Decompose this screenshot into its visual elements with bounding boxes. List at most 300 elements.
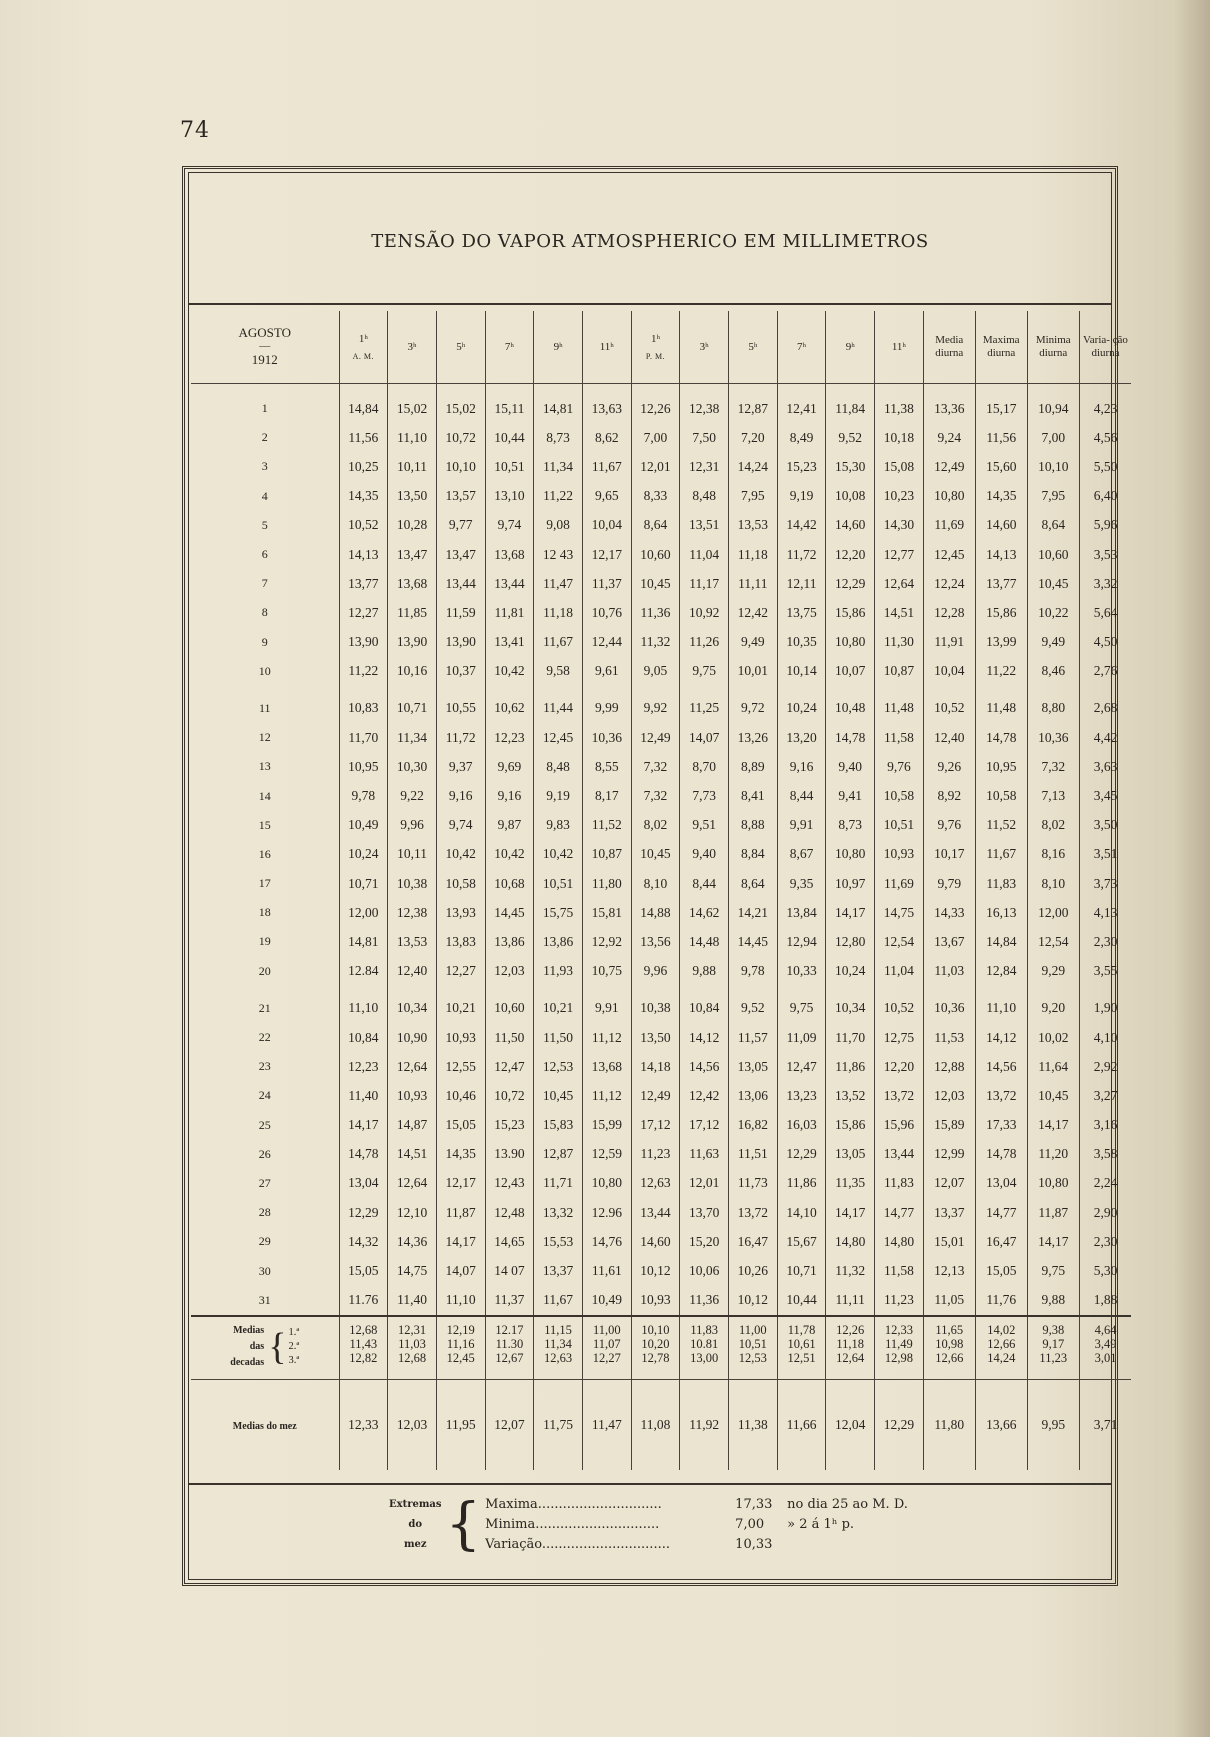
- value-cell: 10,55: [436, 686, 485, 723]
- value-cell: 14,17: [1027, 1227, 1079, 1256]
- table-row: [191, 869, 1131, 898]
- value-cell: 9,92: [631, 686, 680, 723]
- decade-value: 12,33: [884, 1322, 913, 1337]
- decade-value: 14,24: [987, 1350, 1016, 1365]
- decade-value: 3,49: [1094, 1336, 1117, 1351]
- value-cell: 12,24: [923, 569, 975, 598]
- value-cell: 9,78: [339, 781, 388, 810]
- value-cell: 13,63: [582, 384, 631, 424]
- value-cell: 7,00: [1027, 423, 1079, 452]
- value-cell: 12,87: [534, 1140, 583, 1169]
- value-cell: 9,16: [777, 752, 826, 781]
- value-cell: 9,05: [631, 657, 680, 686]
- value-cell: 9,88: [680, 957, 729, 986]
- hour-label: 11ʰ: [891, 340, 906, 353]
- value-cell: 11,48: [875, 686, 924, 723]
- value-cell: 12,55: [436, 1052, 485, 1081]
- value-cell: 13,57: [436, 482, 485, 511]
- value-cell: 15,05: [975, 1256, 1027, 1285]
- value-cell: 7,13: [1027, 781, 1079, 810]
- month-average-text: Medias do mez: [232, 1420, 297, 1432]
- value-cell: 13,41: [485, 628, 534, 657]
- value-cell: 13,72: [729, 1198, 778, 1227]
- value-cell: 9,69: [485, 752, 534, 781]
- value-cell: 15,02: [388, 384, 437, 424]
- value-cell: 11,23: [631, 1140, 680, 1169]
- brace: {: [268, 1325, 287, 1368]
- value-cell: 10,94: [1027, 384, 1079, 424]
- value-cell: 4,50: [1079, 628, 1131, 657]
- table-row: [191, 1227, 1131, 1256]
- value-cell: 12,01: [631, 452, 680, 481]
- table-frame: [182, 166, 1128, 1586]
- value-cell: 12,49: [631, 1081, 680, 1110]
- decade-value: 12,64: [836, 1350, 865, 1365]
- value-cell: 12,87: [729, 384, 778, 424]
- value-cell: 3,50: [1079, 811, 1131, 840]
- decade-averages-row: [191, 1316, 1131, 1380]
- value-cell: 8,92: [923, 781, 975, 810]
- decade-value: 9,38: [1042, 1322, 1065, 1337]
- value-cell: 8,17: [582, 781, 631, 810]
- month-average-cell: 11,92: [680, 1379, 729, 1470]
- value-cell: 12,54: [875, 927, 924, 956]
- value-cell: 11,26: [680, 628, 729, 657]
- value-cell: 11,53: [923, 1023, 975, 1052]
- value-cell: 3,55: [1079, 957, 1131, 986]
- value-cell: 13,90: [388, 628, 437, 657]
- value-cell: 2,30: [1079, 1227, 1131, 1256]
- value-cell: 10,42: [485, 840, 534, 869]
- table-title: TENSÃO DO VAPOR ATMOSPHERICO EM MILLIMETROS: [371, 231, 929, 252]
- value-cell: 14,78: [339, 1140, 388, 1169]
- value-cell: 10,71: [388, 686, 437, 723]
- value-cell: 5,50: [1079, 452, 1131, 481]
- decade-label-cell: [191, 1316, 339, 1380]
- value-cell: 11,04: [680, 540, 729, 569]
- value-cell: 13,47: [388, 540, 437, 569]
- value-cell: 13,67: [923, 927, 975, 956]
- value-cell: 11,58: [875, 723, 924, 752]
- value-cell: 10,36: [582, 723, 631, 752]
- value-cell: 3,51: [1079, 840, 1131, 869]
- value-cell: 14,56: [975, 1052, 1027, 1081]
- value-cell: 11,10: [436, 1286, 485, 1316]
- value-cell: 9,78: [729, 957, 778, 986]
- value-cell: 15,89: [923, 1111, 975, 1140]
- value-cell: 11,18: [534, 598, 583, 627]
- value-cell: 8,41: [729, 781, 778, 810]
- day-cell: 11: [258, 700, 271, 715]
- value-cell: 14,42: [777, 511, 826, 540]
- value-cell: 13,10: [485, 482, 534, 511]
- value-cell: 14,81: [534, 384, 583, 424]
- value-cell: 12,29: [339, 1198, 388, 1227]
- value-cell: 12,11: [777, 569, 826, 598]
- month-average-cell: 12,07: [485, 1379, 534, 1470]
- decade-value-cell: [388, 1316, 437, 1380]
- am-label: A. M.: [352, 351, 375, 361]
- value-cell: 16,47: [729, 1227, 778, 1256]
- table-row: [191, 1169, 1131, 1198]
- hour-label: 3ʰ: [407, 340, 417, 353]
- value-cell: 12,64: [875, 569, 924, 598]
- value-cell: 13,50: [388, 482, 437, 511]
- hour-header: [436, 311, 485, 384]
- value-cell: 10,93: [436, 1023, 485, 1052]
- decade-value: 11,03: [398, 1336, 426, 1351]
- decade-value: 12,53: [738, 1350, 767, 1365]
- decade-value: 11,23: [1039, 1350, 1068, 1365]
- value-cell: 13,83: [436, 927, 485, 956]
- value-cell: 11,86: [826, 1052, 875, 1081]
- value-cell: 9,52: [729, 986, 778, 1023]
- value-cell: 11,72: [436, 723, 485, 752]
- value-cell: 9,76: [875, 752, 924, 781]
- value-cell: 15,53: [534, 1227, 583, 1256]
- value-cell: 16,47: [975, 1227, 1027, 1256]
- table-row: [191, 1052, 1131, 1081]
- value-cell: 10,80: [582, 1169, 631, 1198]
- day-cell: 8: [261, 605, 268, 620]
- hour-header: [875, 311, 924, 384]
- value-cell: 11,37: [582, 569, 631, 598]
- decade-value: 11,00: [592, 1322, 621, 1337]
- decade-value-cell: [485, 1316, 534, 1380]
- hour-label: 5ʰ: [748, 340, 758, 353]
- value-cell: 14,80: [826, 1227, 875, 1256]
- value-cell: 9,99: [582, 686, 631, 723]
- value-cell: 11,80: [582, 869, 631, 898]
- value-cell: 15,67: [777, 1227, 826, 1256]
- value-cell: 10,97: [826, 869, 875, 898]
- month-average-cell: 11,66: [777, 1379, 826, 1470]
- decade-value: 12,27: [592, 1350, 621, 1365]
- value-cell: 9,37: [436, 752, 485, 781]
- value-cell: 9,35: [777, 869, 826, 898]
- value-cell: 13,84: [777, 898, 826, 927]
- value-cell: 10,14: [777, 657, 826, 686]
- extremes-label-3: mez: [403, 1539, 427, 1550]
- value-cell: 14,10: [777, 1198, 826, 1227]
- value-cell: 10,12: [729, 1286, 778, 1316]
- decade-value: 12,68: [349, 1322, 378, 1337]
- value-cell: 10,26: [729, 1256, 778, 1285]
- value-cell: 11,67: [975, 840, 1027, 869]
- value-cell: 12,29: [826, 569, 875, 598]
- month-average-cell: 11,95: [436, 1379, 485, 1470]
- day-cell: 18: [258, 905, 271, 920]
- month-average-cell: 12,33: [339, 1379, 388, 1470]
- day-cell: 31: [191, 1286, 339, 1316]
- value-cell: 11,83: [975, 869, 1027, 898]
- value-cell: 12,88: [923, 1052, 975, 1081]
- value-cell: 10,60: [1027, 540, 1079, 569]
- value-cell: 11,40: [388, 1286, 437, 1316]
- month-average-cell: 11,47: [582, 1379, 631, 1470]
- value-cell: 8,80: [1027, 686, 1079, 723]
- value-cell: 10,34: [826, 986, 875, 1023]
- value-cell: 13,72: [875, 1081, 924, 1110]
- value-cell: 11,36: [680, 1286, 729, 1316]
- value-cell: 7,32: [1027, 752, 1079, 781]
- value-cell: 14,17: [1027, 1111, 1079, 1140]
- value-cell: 12,20: [826, 540, 875, 569]
- decade-value: 11.30: [495, 1336, 524, 1351]
- value-cell: 12.96: [582, 1198, 631, 1227]
- value-cell: 4,56: [1079, 423, 1131, 452]
- value-cell: 4,42: [1079, 723, 1131, 752]
- table-row: [191, 628, 1131, 657]
- value-cell: 14,65: [485, 1227, 534, 1256]
- value-cell: 10,51: [534, 869, 583, 898]
- value-cell: 11,84: [826, 384, 875, 424]
- value-cell: 11,86: [777, 1169, 826, 1198]
- value-cell: 9,91: [582, 986, 631, 1023]
- year-label: 1912: [251, 352, 278, 367]
- extreme-label: Variação...............................: [485, 1537, 670, 1552]
- value-cell: 12,20: [875, 1052, 924, 1081]
- value-cell: 10,04: [582, 511, 631, 540]
- value-cell: 13,37: [534, 1256, 583, 1285]
- table-row: [191, 482, 1131, 511]
- extreme-note: » 2 á 1ʰ p.: [787, 1517, 855, 1532]
- table-row: [191, 1111, 1131, 1140]
- value-cell: 15,86: [826, 1111, 875, 1140]
- value-cell: 12,48: [485, 1198, 534, 1227]
- value-cell: 9,22: [388, 781, 437, 810]
- value-cell: 11,57: [729, 1023, 778, 1052]
- value-cell: 10,37: [436, 657, 485, 686]
- value-cell: 7,73: [680, 781, 729, 810]
- value-cell: 14,75: [875, 898, 924, 927]
- value-cell: 9,91: [777, 811, 826, 840]
- value-cell: 12,64: [388, 1052, 437, 1081]
- value-cell: 3,53: [1079, 540, 1131, 569]
- value-cell: 14,07: [680, 723, 729, 752]
- value-cell: 9,75: [1027, 1256, 1079, 1285]
- value-cell: 5,64: [1079, 598, 1131, 627]
- value-cell: 10,62: [485, 686, 534, 723]
- month-label: AGOSTO: [238, 325, 291, 341]
- value-cell: 10,18: [875, 423, 924, 452]
- value-cell: 9,08: [534, 511, 583, 540]
- extreme-minima-row: [485, 1515, 947, 1535]
- value-cell: 10,45: [534, 1081, 583, 1110]
- value-cell: 10,25: [339, 452, 388, 481]
- value-cell: 14,84: [975, 927, 1027, 956]
- value-cell: 4,10: [1079, 1023, 1131, 1052]
- value-cell: 10,17: [923, 840, 975, 869]
- extremes-label-2: do: [408, 1519, 423, 1530]
- page-number: 74: [180, 118, 210, 143]
- value-cell: 12,47: [485, 1052, 534, 1081]
- day-cell: 1: [261, 401, 268, 416]
- day-cell: 29: [258, 1234, 271, 1249]
- value-cell: 15,17: [975, 384, 1027, 424]
- day-cell: 5: [261, 517, 268, 532]
- value-cell: 13,90: [339, 628, 388, 657]
- day-cell: 25: [258, 1117, 271, 1132]
- value-cell: 11,70: [826, 1023, 875, 1052]
- value-cell: 9,77: [436, 511, 485, 540]
- value-cell: 14,60: [826, 511, 875, 540]
- value-cell: 11,35: [826, 1169, 875, 1198]
- value-cell: 13,37: [923, 1198, 975, 1227]
- value-cell: 10,60: [631, 540, 680, 569]
- value-cell: 13,44: [436, 569, 485, 598]
- value-cell: 12,29: [777, 1140, 826, 1169]
- value-cell: 10,12: [631, 1256, 680, 1285]
- value-cell: 10,52: [875, 986, 924, 1023]
- decade-value-cell: [729, 1316, 778, 1380]
- table-row: [191, 598, 1131, 627]
- value-cell: 12,84: [975, 957, 1027, 986]
- decade-value-cell: [1079, 1316, 1131, 1380]
- decade-label-3: decadas: [230, 1356, 265, 1368]
- value-cell: 14,17: [826, 1198, 875, 1227]
- decade-value: 11,18: [836, 1336, 865, 1351]
- value-cell: 8,44: [777, 781, 826, 810]
- day-cell: 10: [258, 663, 271, 678]
- hour-label: 9ʰ: [553, 340, 563, 353]
- value-cell: 2,76: [1079, 657, 1131, 686]
- value-cell: 10,46: [436, 1081, 485, 1110]
- value-cell: 11,70: [339, 723, 388, 752]
- value-cell: 12,03: [485, 957, 534, 986]
- value-cell: 9,19: [534, 781, 583, 810]
- value-cell: 15,30: [826, 452, 875, 481]
- value-cell: 8,48: [680, 482, 729, 511]
- decade-value: 12,63: [544, 1350, 573, 1365]
- value-cell: 11,44: [534, 686, 583, 723]
- value-cell: 10,23: [875, 482, 924, 511]
- value-cell: 3,63: [1079, 752, 1131, 781]
- value-cell: 14,87: [388, 1111, 437, 1140]
- value-cell: 14,81: [339, 927, 388, 956]
- value-cell: 10,35: [777, 628, 826, 657]
- value-cell: 13.90: [485, 1140, 534, 1169]
- value-cell: 10,95: [339, 752, 388, 781]
- value-cell: 8,88: [729, 811, 778, 840]
- value-cell: 12,63: [631, 1169, 680, 1198]
- value-cell: 11.76: [339, 1286, 388, 1316]
- decade-value: 9,17: [1042, 1336, 1065, 1351]
- value-cell: 14,35: [975, 482, 1027, 511]
- value-cell: 12,23: [485, 723, 534, 752]
- value-cell: 12,00: [339, 898, 388, 927]
- table-row: [191, 423, 1131, 452]
- decade-value: 12,45: [446, 1350, 475, 1365]
- value-cell: 13,68: [582, 1052, 631, 1081]
- table-row: [191, 1081, 1131, 1110]
- hour-header: [680, 311, 729, 384]
- day-cell: 16: [258, 846, 271, 861]
- pm-label: P. M.: [645, 351, 666, 361]
- value-cell: 9,76: [923, 811, 975, 840]
- value-cell: 11,59: [436, 598, 485, 627]
- decade-value-cell: [339, 1316, 388, 1380]
- value-cell: 4,13: [1079, 898, 1131, 927]
- value-cell: 10,72: [485, 1081, 534, 1110]
- value-cell: 12,99: [923, 1140, 975, 1169]
- value-cell: 10,04: [923, 657, 975, 686]
- value-cell: 14,24: [729, 452, 778, 481]
- value-cell: 12,40: [388, 957, 437, 986]
- value-cell: 12,10: [388, 1198, 437, 1227]
- value-cell: 12,45: [923, 540, 975, 569]
- value-cell: 10,38: [631, 986, 680, 1023]
- value-cell: 11,69: [923, 511, 975, 540]
- value-cell: 13,05: [729, 1052, 778, 1081]
- value-cell: 12,94: [777, 927, 826, 956]
- value-cell: 11,04: [875, 957, 924, 986]
- value-cell: 12,77: [875, 540, 924, 569]
- month-average-cell: 12,04: [826, 1379, 875, 1470]
- value-cell: 7,50: [680, 423, 729, 452]
- brace: {: [445, 1492, 482, 1557]
- value-cell: 9,79: [923, 869, 975, 898]
- value-cell: 10,21: [534, 986, 583, 1023]
- value-cell: 9,58: [534, 657, 583, 686]
- value-cell: 13,05: [826, 1140, 875, 1169]
- value-cell: 13,70: [680, 1198, 729, 1227]
- value-cell: 11,52: [975, 811, 1027, 840]
- hour-header: [582, 311, 631, 384]
- decade-value: 12,66: [935, 1350, 964, 1365]
- value-cell: 8,16: [1027, 840, 1079, 869]
- value-cell: 12,38: [680, 384, 729, 424]
- maxima-header: Maxima diurna: [975, 311, 1027, 384]
- value-cell: 11,81: [485, 598, 534, 627]
- value-cell: 13,53: [388, 927, 437, 956]
- value-cell: 10,06: [680, 1256, 729, 1285]
- value-cell: 4,23: [1079, 384, 1131, 424]
- value-cell: 12,27: [339, 598, 388, 627]
- value-cell: 11,67: [534, 628, 583, 657]
- value-cell: 11,67: [582, 452, 631, 481]
- value-cell: 12,41: [777, 384, 826, 424]
- value-cell: 8,84: [729, 840, 778, 869]
- day-cell: 6: [261, 547, 268, 562]
- decade-value: 10,10: [641, 1322, 670, 1337]
- value-cell: 3,58: [1079, 1140, 1131, 1169]
- value-cell: 10,45: [631, 569, 680, 598]
- table-row: [191, 686, 1131, 723]
- value-cell: 9,41: [826, 781, 875, 810]
- value-cell: 11,83: [875, 1169, 924, 1198]
- minima-header: Minima diurna: [1027, 311, 1079, 384]
- value-cell: 11,47: [534, 569, 583, 598]
- value-cell: 12,07: [923, 1169, 975, 1198]
- value-cell: 8,02: [1027, 811, 1079, 840]
- hour-header: [388, 311, 437, 384]
- table-row: [191, 569, 1131, 598]
- value-cell: 8,46: [1027, 657, 1079, 686]
- value-cell: 9,61: [582, 657, 631, 686]
- value-cell: 10,45: [1027, 1081, 1079, 1110]
- value-cell: 10,76: [582, 598, 631, 627]
- month-average-cell: 11,38: [729, 1379, 778, 1470]
- day-cell: 4: [261, 488, 268, 503]
- value-cell: 9,49: [729, 628, 778, 657]
- decade-value: 11,65: [935, 1322, 964, 1337]
- value-cell: 10,71: [777, 1256, 826, 1285]
- value-cell: 11,34: [534, 452, 583, 481]
- hour-label: 3ʰ: [699, 340, 709, 353]
- value-cell: 10,24: [777, 686, 826, 723]
- day-cell: 23: [258, 1059, 271, 1074]
